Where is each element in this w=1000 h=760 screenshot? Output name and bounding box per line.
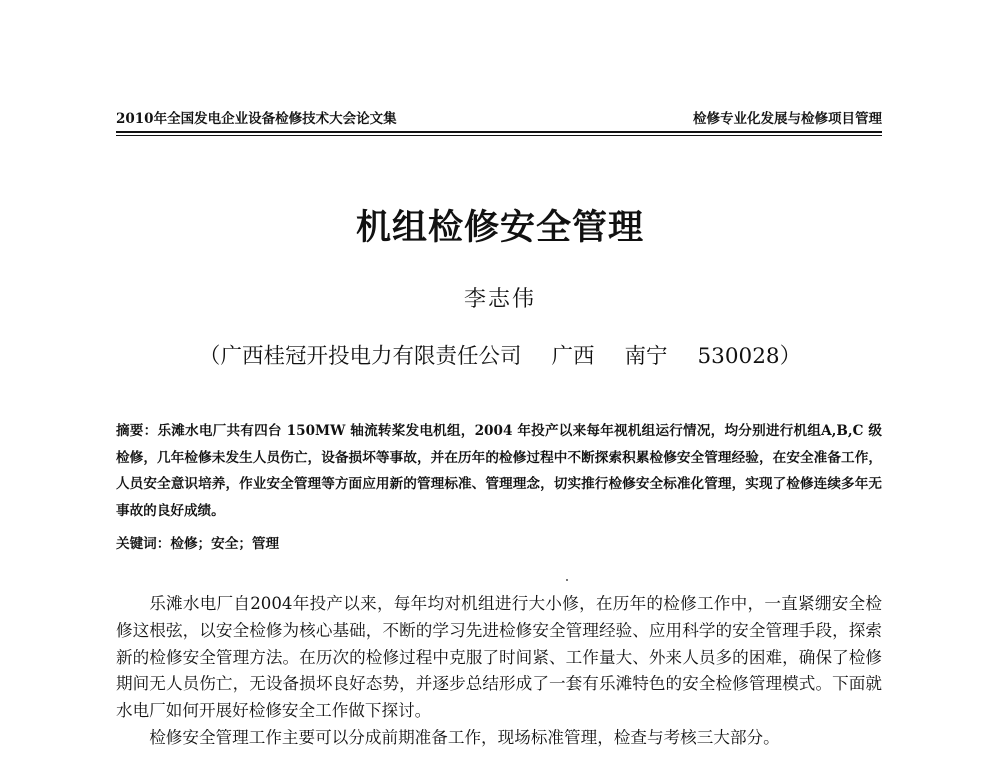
author-name: 李志伟: [463, 287, 536, 312]
abstract-text: 乐滩水电厂共有四台 150MW 轴流转桨发电机组，2004 年投产以来每年视机组运行情况，均分别进行机组A,B,C 级检修，几年检修未发生人员伤亡，设备损坏等事故，并在历年的检修过程中不断探索积累检修安全管理经验，在安全准备工作，人员安全意识培养，作业安全管理等方面应用新的管理标准、管理理念，切实推行检修安全标准化管理，实现了检修连续多年无事故的良好成绩。: [116, 423, 883, 519]
affiliation-org: 广西桂冠开投电力有限责任公司: [220, 344, 522, 369]
affiliation-close-paren: ）: [779, 344, 802, 369]
affiliation: [0, 342, 1000, 372]
header-rule-thin: [116, 135, 882, 136]
header-rule-thick: [116, 131, 882, 133]
affiliation-city: 南宁: [624, 344, 668, 369]
abstract: [116, 418, 882, 524]
keywords-label: 关键词：: [116, 536, 171, 552]
keywords-text: 检修；安全；管理: [170, 536, 280, 552]
body-text: [116, 591, 882, 752]
body-paragraph-2: 检修安全管理工作主要可以分成前期准备工作，现场标准管理，检查与考核三大部分。: [149, 727, 780, 747]
header-section-title: 检修专业化发展与检修项目管理: [693, 111, 882, 127]
header-proceedings-title: 2010年全国发电企业设备检修技术大会论文集: [116, 111, 397, 127]
body-paragraph-1: 乐滩水电厂自2004年投产以来，每年均对机组进行大小修，在历年的检修工作中，一直紧绷安全检修这根弦，以安全检修为核心基础，不断的学习先进检修安全管理经验、应用科学的安全管理手段，探索新的检修安全管理方法。在历次的检修过程中克服了时间紧、工作量大、外来人员多的困难，确保了检修期间无人员伤亡，无设备损坏良好态势，并逐步总结形成了一套有乐滩特色的安全检修管理模式。下面就水电厂如何开展好检修安全工作做下探讨。: [116, 594, 882, 721]
affiliation-open-paren: （: [198, 344, 221, 369]
keywords: [116, 532, 882, 556]
scan-speck: [566, 579, 568, 581]
affiliation-province: 广西: [551, 344, 595, 369]
paper-title: 机组检修安全管理: [355, 208, 644, 248]
abstract-label: 摘要：: [116, 423, 158, 439]
affiliation-postcode: 530028: [697, 344, 780, 369]
running-header: [116, 110, 882, 131]
